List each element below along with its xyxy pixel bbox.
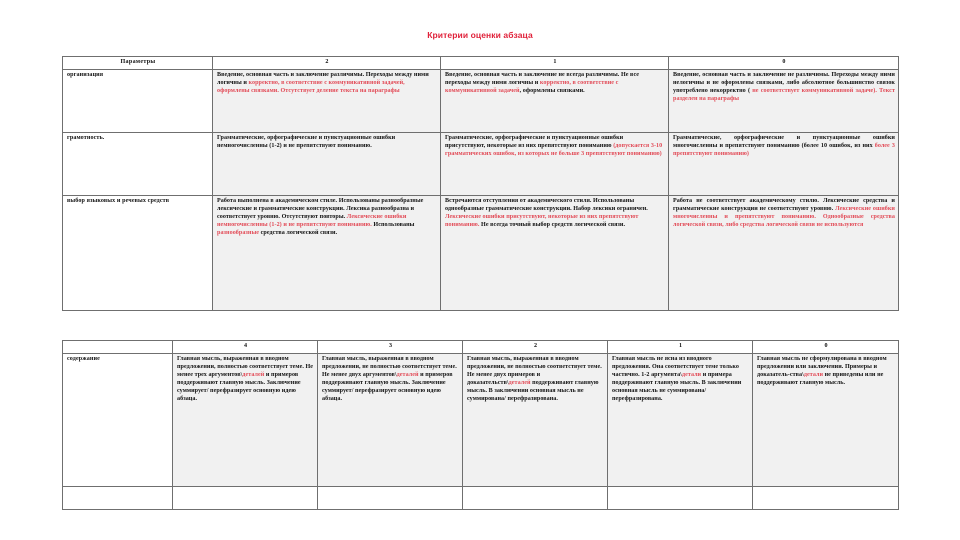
- cell-content-4: [173, 353, 318, 486]
- content-bottom-spacer: [63, 486, 899, 509]
- cell-language-0: [669, 195, 899, 310]
- spacer-cell-3: [318, 486, 463, 509]
- text-red: Лексические ошибки многочисленны и препятствуют пониманию. Однообразные средства логической связи, либо средства логической связи не используются: [673, 205, 895, 228]
- content-subtable: [62, 340, 899, 510]
- header-score-2: 2: [213, 57, 441, 70]
- text-red: (допускается 3-10 грамматических ошибок, из которых не больше 3 препятствуют пониманию): [445, 142, 663, 157]
- cell-organization-1: [441, 69, 669, 132]
- text-black-tail: Не всегда точный выбор средств логической связи.: [479, 221, 626, 228]
- text-black-tail: и примера поддерживают главную мысль. В заключении основная мысль не суммирована/ перефразирована.: [612, 371, 742, 402]
- text-red: деталей: [396, 371, 419, 378]
- cell-language-2: [213, 195, 441, 310]
- cell-literacy-0: [669, 132, 899, 195]
- table-row-organization: [63, 69, 899, 132]
- text-black-tail: Использованы: [371, 221, 415, 228]
- text-black: Грамматические, орфографические и пунктуационные ошибки присутствуют, некоторые из них препятствуют пониманию: [445, 134, 624, 149]
- subheader-score-1: 1: [608, 341, 753, 354]
- subheader-score-4: 4: [173, 341, 318, 354]
- text-black-tail2: средства логической связи.: [259, 229, 338, 236]
- text-black: Введение, основная часть и заключение различимы. Переходы между ними логичны и: [217, 71, 429, 86]
- spacer-cell-4: [173, 486, 318, 509]
- page-title: Критерии оценки абзаца: [427, 30, 533, 40]
- spacer-cell-param: [63, 486, 173, 509]
- cell-content-2: [463, 353, 608, 486]
- subheader-blank: [63, 341, 173, 354]
- param-label-organization: организация: [63, 69, 213, 132]
- text-red: более 3 препятствуют пониманию): [673, 142, 895, 157]
- text-red: Лексические ошибки присутствуют, некоторые из них препятствуют пониманию.: [445, 213, 639, 228]
- spacer-cell-0: [753, 486, 899, 509]
- cell-content-0: [753, 353, 899, 486]
- param-label-content: содержание: [63, 353, 173, 486]
- text-black: Главная мысль не сформулирована в вводном предложении или заключении. Примеры и доказатель-ства\: [757, 355, 887, 378]
- text-red: детали: [803, 371, 824, 378]
- text-red: детали: [681, 371, 702, 378]
- table-row-content: [63, 353, 899, 486]
- param-label-literacy: грамотность.: [63, 132, 213, 195]
- spacer-cell-1: [608, 486, 753, 509]
- spacer-cell-2: [463, 486, 608, 509]
- text-black-tail: поддерживают главную мысль. В заключении основная мысль не суммирована/ перефразирована.: [467, 379, 599, 402]
- header-score-0: 0: [669, 57, 899, 70]
- text-black: Главная мысль, выраженная в вводном предложении, не полностью соответствует теме. Не менее двух примеров и доказательств\: [467, 355, 602, 386]
- header-score-1: 1: [441, 57, 669, 70]
- text-black: Введение, основная часть и заключение не различимы. Переходы между ними нелогичны и не оформлены связками, либо абсолютное большинство связок употреблено некорректно (: [673, 71, 895, 94]
- subheader-score-3: 3: [318, 341, 463, 354]
- param-label-language-means: выбор языковых и речевых средств: [63, 195, 213, 310]
- text-red: деталей: [508, 379, 531, 386]
- cell-organization-2: [213, 69, 441, 132]
- text-red: не соответствует коммуникативной задаче). Текст разделен на параграфы: [673, 87, 895, 102]
- text-black-tail: и примеров поддерживают главную мысль. Заключение суммирует/ перефразирует основную идею абзаца.: [177, 371, 301, 402]
- text-red: корректно, в соответствие с коммуникативной задачей: [445, 79, 619, 94]
- cell-literacy-2: [213, 132, 441, 195]
- subheader-score-2: 2: [463, 341, 608, 354]
- table-row-literacy: [63, 132, 899, 195]
- table-header-row: [63, 57, 899, 70]
- text-black: Грамматические, орфографические и пунктуационные ошибки многочисленны и препятствуют пониманию (более 10 ошибок, из них: [673, 134, 895, 149]
- text-black: Работа выполнена в академическом стиле. Использованы разнообразные лексические и грамматические конструкции. Лексика разнообразна и соответствует уровню. Отсутствуют повторы.: [217, 197, 424, 220]
- text-black: Главная мысль не ясна из вводного предложения. Она соответствует теме только частично. 1-2 аргумента\: [612, 355, 739, 378]
- text-black: Встречаются отступления от академического стиля. Использованы однообразные грамматические конструкции. Набор лексики ограничен.: [445, 197, 648, 212]
- cell-language-1: [441, 195, 669, 310]
- text-black-tail: , оформлены связками.: [519, 87, 585, 94]
- content-subheader-row: [63, 341, 899, 354]
- text-red: деталей: [242, 371, 265, 378]
- text-red-b: разнообразные: [217, 229, 260, 236]
- subheader-score-0: 0: [753, 341, 899, 354]
- text-black: Введение, основная часть и заключение не всегда различимы. Не все переходы между ними логичны и: [445, 71, 640, 86]
- cell-organization-0: [669, 69, 899, 132]
- text-black-tail: и примеров поддерживают главную мысль. Заключение суммирует/ перефразирует основную идею абзаца.: [322, 371, 453, 402]
- text-black: Грамматические, орфографические и пунктуационные ошибки немногочисленны (1-2) и не препятствуют пониманию.: [217, 134, 396, 149]
- cell-content-3: [318, 353, 463, 486]
- text-black: Главная мысль, выраженная в вводном предложении, не полностью соответствует теме. Не менее двух аргументов\: [322, 355, 457, 378]
- rubric-table: [62, 56, 899, 311]
- text-black: Работа не соответствует академическому стилю. Лексические средства и грамматические конструкции не соответствуют уровню.: [673, 197, 895, 212]
- cell-literacy-1: [441, 132, 669, 195]
- text-black-tail: не приведены или не поддерживают главную мысль.: [757, 371, 884, 386]
- table-row-language-means: [63, 195, 899, 310]
- text-red: корректно, в соответствие с коммуникативной задачей, оформлены связками. Отсутствует деление текста на параграфы: [217, 79, 405, 94]
- text-red: Лексические ошибки немногочисленны (1-2) и не препятствуют пониманию.: [217, 213, 407, 228]
- text-black: Главная мысль, выраженная в вводном предложении, полностью соответствует теме. Не менее трех аргументов\: [177, 355, 314, 378]
- header-parameters: Параметры: [63, 57, 213, 70]
- cell-content-1: [608, 353, 753, 486]
